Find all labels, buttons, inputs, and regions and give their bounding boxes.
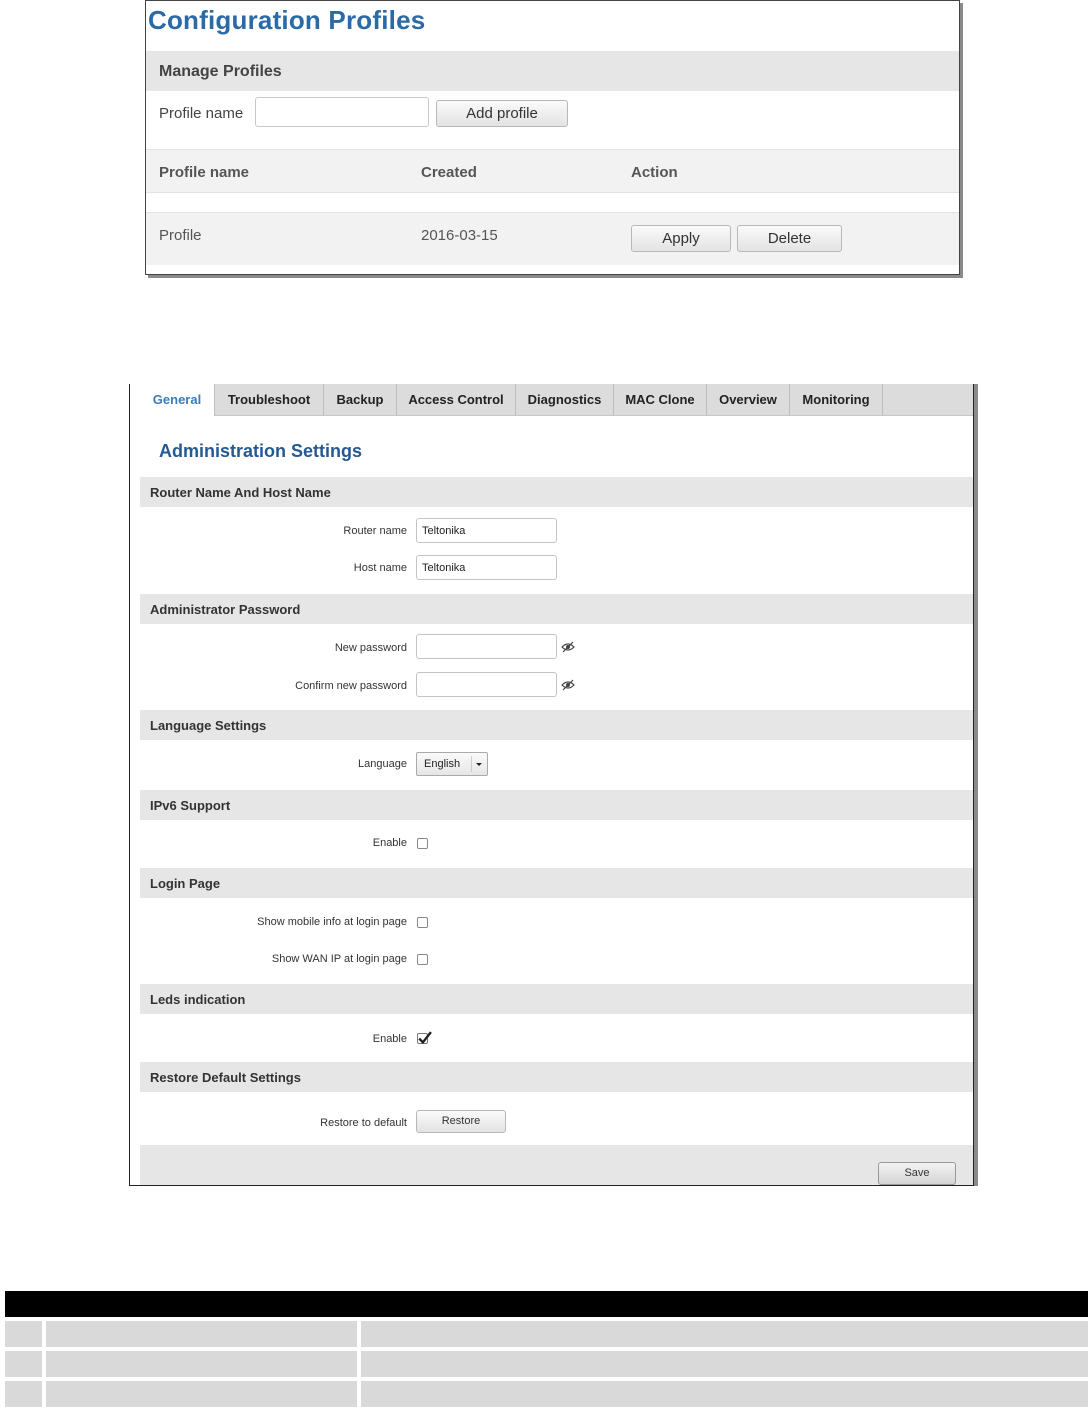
delete-button[interactable]: Delete xyxy=(737,225,842,252)
section-title: Restore Default Settings xyxy=(150,1070,301,1085)
table-row xyxy=(5,1381,1088,1407)
section-restore xyxy=(140,1062,973,1092)
table-cell xyxy=(46,1321,357,1347)
profile-name-label: Profile name xyxy=(159,105,244,122)
confirm-password-input[interactable] xyxy=(416,672,557,697)
administration-settings-panel xyxy=(129,384,974,1186)
confirm-password-label: Confirm new password xyxy=(295,680,407,692)
column-header-action: Action xyxy=(631,164,678,181)
tab-monitoring[interactable]: Monitoring xyxy=(790,384,883,415)
table-header xyxy=(5,1291,1088,1317)
add-profile-button[interactable]: Add profile xyxy=(436,100,568,127)
host-name-input[interactable] xyxy=(416,555,557,580)
section-title: IPv6 Support xyxy=(150,798,231,813)
host-name-label: Host name xyxy=(353,562,407,574)
new-password-label: New password xyxy=(334,642,407,654)
section-ipv6 xyxy=(140,790,973,820)
checkmark-icon xyxy=(417,1030,432,1045)
section-language xyxy=(140,710,973,740)
restore-button[interactable]: Restore xyxy=(416,1110,506,1133)
table-cell xyxy=(361,1321,1088,1347)
table-row xyxy=(5,1321,1088,1347)
section-title: Leds indication xyxy=(150,992,246,1007)
new-password-input[interactable] xyxy=(416,634,557,659)
page-title: Configuration Profiles xyxy=(148,5,426,35)
table-row xyxy=(146,212,959,265)
footer-bar xyxy=(140,1145,973,1185)
leds-enable-checkbox[interactable] xyxy=(417,1033,428,1044)
section-title: Router Name And Host Name xyxy=(150,485,331,500)
tab-backup[interactable]: Backup xyxy=(324,384,397,415)
table-row xyxy=(5,1351,1088,1377)
language-label: Language xyxy=(358,758,407,770)
profile-created-cell: 2016-03-15 xyxy=(421,227,498,244)
table-cell xyxy=(361,1351,1088,1377)
manage-profiles-header xyxy=(146,51,959,91)
tab-general[interactable]: General xyxy=(140,384,215,416)
section-leds xyxy=(140,984,973,1014)
table-cell xyxy=(5,1381,42,1407)
table-cell xyxy=(5,1321,42,1347)
profile-name-input[interactable] xyxy=(255,97,429,127)
table-cell xyxy=(361,1381,1088,1407)
column-header-profile-name: Profile name xyxy=(159,164,250,181)
eye-slash-icon[interactable] xyxy=(561,641,575,653)
language-select[interactable] xyxy=(416,752,488,776)
section-admin-password xyxy=(140,594,973,624)
tab-bar xyxy=(140,384,973,416)
table-cell xyxy=(46,1351,357,1377)
tab-troubleshoot[interactable]: Troubleshoot xyxy=(215,384,324,415)
section-title: Language Settings xyxy=(150,718,267,733)
show-wan-ip-checkbox[interactable] xyxy=(417,954,428,965)
table-cell xyxy=(5,1351,42,1377)
restore-to-default-label: Restore to default xyxy=(320,1117,407,1129)
router-name-input[interactable] xyxy=(416,518,557,543)
section-router-host xyxy=(140,477,973,507)
page-heading: Administration Settings xyxy=(159,441,363,461)
section-login-page xyxy=(140,868,973,898)
caret-down-icon xyxy=(471,756,485,772)
tab-mac-clone[interactable]: MAC Clone xyxy=(614,384,707,415)
show-wan-ip-label: Show WAN IP at login page xyxy=(271,953,407,965)
profile-name-cell: Profile xyxy=(159,227,202,244)
tab-overview[interactable]: Overview xyxy=(707,384,790,415)
save-button[interactable]: Save xyxy=(878,1162,956,1185)
section-title: Administrator Password xyxy=(150,602,301,617)
profiles-table-header xyxy=(146,149,959,193)
manage-profiles-title: Manage Profiles xyxy=(159,63,282,80)
section-title: Login Page xyxy=(150,876,221,891)
show-mobile-info-label: Show mobile info at login page xyxy=(257,916,407,928)
tab-access-control[interactable]: Access Control xyxy=(397,384,516,415)
configuration-profiles-panel xyxy=(145,0,960,275)
table-cell xyxy=(46,1381,357,1407)
router-name-label: Router name xyxy=(343,525,407,537)
ipv6-enable-checkbox[interactable] xyxy=(417,838,428,849)
eye-slash-icon[interactable] xyxy=(561,679,575,691)
show-mobile-info-checkbox[interactable] xyxy=(417,917,428,928)
apply-button[interactable]: Apply xyxy=(631,225,731,252)
language-selected-value: English xyxy=(424,758,461,770)
ipv6-enable-label: Enable xyxy=(372,837,407,849)
tab-diagnostics[interactable]: Diagnostics xyxy=(516,384,614,415)
column-header-created: Created xyxy=(421,164,477,181)
leds-enable-label: Enable xyxy=(372,1033,407,1045)
